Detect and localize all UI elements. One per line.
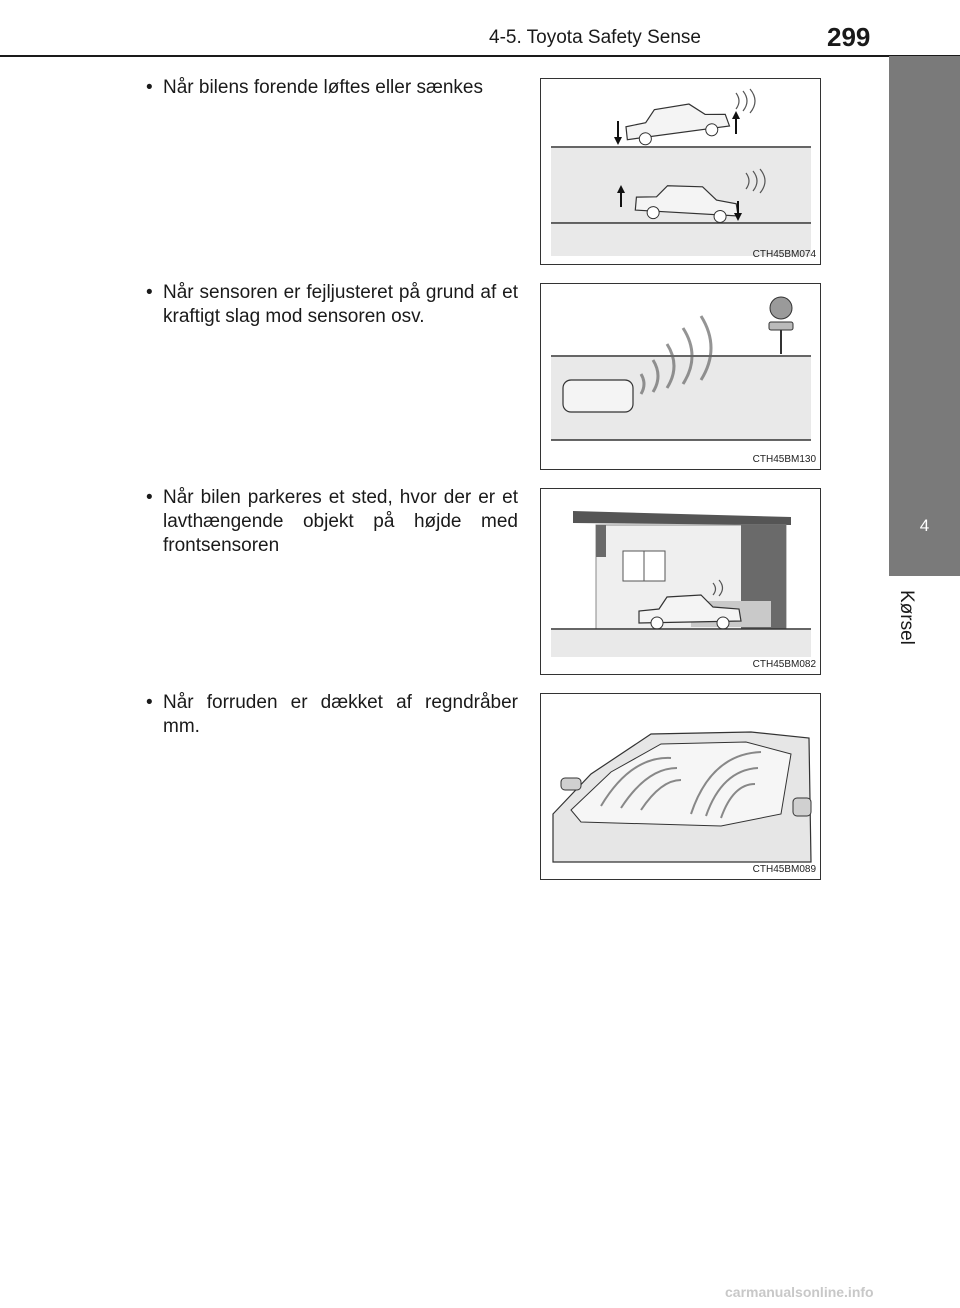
bullet: • (146, 282, 153, 303)
page-header (0, 0, 960, 56)
chapter-tab (889, 56, 960, 576)
bullet: • (146, 692, 153, 713)
figure-code: CTH45BM074 (752, 249, 816, 260)
figure-code: CTH45BM089 (752, 864, 816, 875)
list-item (146, 691, 518, 739)
item-text: Når sensoren er fejljusteret på grund af et kraftigt slag mod sensoren osv. (163, 282, 518, 327)
chapter-label (895, 590, 921, 660)
item-text: Når bilens forende løftes eller sænkes (163, 77, 483, 98)
figure-sensor-misaligned (540, 283, 821, 470)
figure-code: CTH45BM130 (752, 454, 816, 465)
watermark: carmanualsonline.info (725, 1284, 874, 1300)
figure-low-object (540, 488, 821, 675)
page-number: 299 (827, 22, 871, 52)
figure-code: CTH45BM082 (752, 659, 816, 670)
header-rule (0, 55, 960, 57)
section-title: 4-5. Toyota Safety Sense (489, 27, 701, 48)
figure-car-pitch (540, 78, 821, 265)
figure-rain-windshield (540, 693, 821, 880)
list-item (146, 486, 518, 558)
chapter-number: 4 (919, 516, 930, 535)
bullet: • (146, 487, 153, 508)
chapter-label-text: Kørsel (896, 590, 917, 645)
list-item (146, 76, 518, 100)
bullet: • (146, 77, 153, 98)
item-text: Når bilen parkeres et sted, hvor der er et lavthængende objekt på højde med frontsensoren (163, 487, 518, 556)
list-item (146, 281, 518, 329)
item-text: Når forruden er dækket af regndråber mm. (163, 692, 518, 737)
